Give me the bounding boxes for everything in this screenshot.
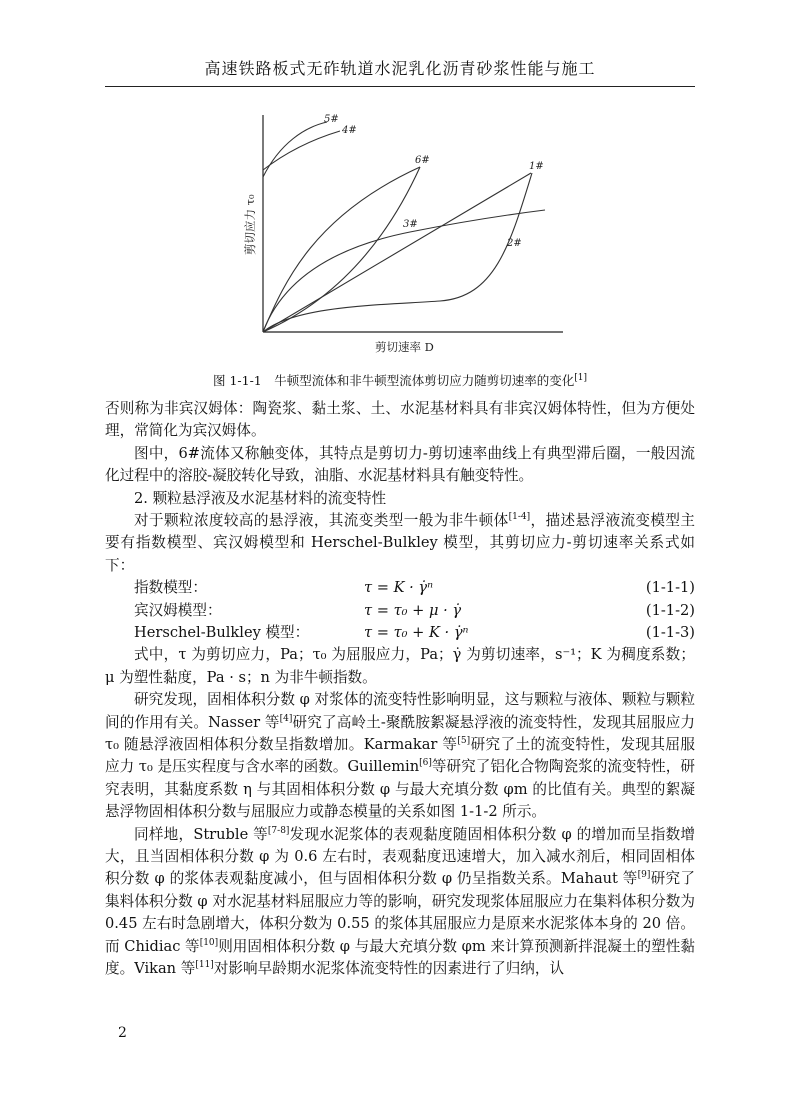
page-number: 2: [118, 1025, 127, 1041]
curve-label-5: 5#: [324, 114, 339, 125]
curve-label-3: 3#: [403, 219, 418, 230]
curve-label-1: 1#: [529, 161, 544, 172]
citation-ref: [10]: [199, 937, 219, 948]
citation-ref: [9]: [637, 870, 651, 881]
equation-formula: τ = τ₀ + μ · γ̇: [364, 601, 462, 619]
curve-label-4: 4#: [342, 125, 357, 136]
citation-ref: [11]: [195, 960, 214, 971]
y-axis-label: 剪切应力 τ₀: [243, 194, 257, 255]
curve-label-2: 2#: [507, 238, 522, 249]
equation-formula: τ = τ₀ + K · γ̇ⁿ: [364, 624, 469, 642]
equation-number: (1-1-3): [645, 624, 695, 642]
curve-6: [263, 167, 420, 332]
paragraph-text: 对影响早龄期水泥浆体流变特性的因素进行了归纳，认: [213, 960, 565, 978]
section-heading: 2. 颗粒悬浮液及水泥基材料的流变特性: [134, 489, 387, 507]
paragraph: [105, 510, 695, 577]
caption-ref: [1]: [574, 372, 588, 383]
caption-text: 图 1-1-1 牛顿型流体和非牛顿型流体剪切应力随剪切速率的变化: [212, 373, 575, 388]
equation-formula: τ = K · γ̇ⁿ: [364, 579, 434, 597]
citation-ref: [1-4]: [508, 512, 531, 523]
paragraph-text: 研究了集料体积分数 φ 对水泥基材料屈服应力等的影响，研究发现浆体屈服应力在集料体积分数为 0.45 左右时急剧增大，体积分数为 0.55 的浆体其屈服应力是原来水泥浆体本身的 20 倍。而 Chidiac 等: [105, 870, 695, 955]
paragraph-text: 研究了高岭土-聚酰胺絮凝悬浮液的流变特性，发现其屈服应力 τ₀ 随悬浮液固相体积分数呈指数增加。Karmakar 等: [105, 713, 696, 754]
equation-label: 宾汉姆模型：: [134, 601, 222, 619]
curve-4: [263, 131, 340, 170]
paragraph-text: 研究了土的流变特性，发现其屈服应力 τ₀ 是压实程度与含水率的函数。Guillemin: [105, 736, 695, 776]
paragraph-text: 则用固相体积分数 φ 与最大充填分数 φm 来计算预测新拌混凝土的塑性黏度。Vikan 等: [105, 937, 695, 978]
body-text: [105, 398, 695, 981]
citation-ref: [7-8]: [267, 825, 290, 836]
curve-label-6: 6#: [415, 155, 430, 166]
paragraph-text: 研究发现，固相体积分数 φ 对浆体的流变特性影响明显，这与颗粒与液体、颗粒与颗粒间的作用有关。Nasser 等: [105, 691, 695, 731]
paragraph-text: ，描述悬浮液流变模型主要有指数模型、宾汉姆模型和 Herschel-Bulkley 模型，其剪切应力-剪切速率关系式如下：: [105, 512, 695, 574]
equation-row: [105, 622, 695, 644]
paragraph: 式中，τ 为剪切应力，Pa；τ₀ 为屈服应力，Pa；γ̇ 为剪切速率，s⁻¹；K 为稠度系数；μ 为塑性黏度，Pa · s；n 为非牛顿指数。: [105, 646, 695, 686]
paragraph: 否则称为非宾汉姆体：陶瓷浆、黏土浆、土、水泥基材料具有非宾汉姆体特性，但为方便处理，常简化为宾汉姆体。: [105, 400, 695, 440]
paragraph-text: 对于颗粒浓度较高的悬浮液，其流变类型一般为非牛顿体: [134, 512, 509, 530]
paragraph: [105, 824, 695, 981]
equation-number: (1-1-1): [645, 579, 695, 597]
citation-ref: [4]: [279, 713, 293, 724]
paragraph: 图中，6#流体又称触变体，其特点是剪切力-剪切速率曲线上有典型滞后圈，一般因流化过程中的溶胶-凝胶转化导致，油脂、水泥基材料具有触变特性。: [105, 444, 695, 485]
paragraph-text: 等研究了铝化合物陶瓷浆的流变特性，研究表明，其黏度系数 η 与其固相体积分数 φ 与最大充填分数 φm 的比值有关。典型的絮凝悬浮物固相体积分数与屈服应力或静态模量的关系如图 1-1-2 所示。: [105, 758, 695, 821]
citation-ref: [6]: [419, 758, 432, 769]
figure-caption: [105, 371, 695, 389]
paragraph-text: 发现水泥浆体的表观黏度随固相体积分数 φ 的增加而呈指数增大，且当固相体积分数 φ 为 0.6 左右时，表观黏度迅速增大，加入减水剂后，相同固相体积分数 φ 的浆体表观黏度减小，但与固相体积分数 φ 仍呈指数关系。Mahaut 等: [105, 825, 696, 888]
curve-1: [263, 173, 531, 332]
equation-label: Herschel-Bulkley 模型：: [134, 624, 310, 642]
header-rule: [105, 86, 695, 87]
curve-6-return: [263, 167, 420, 332]
equation-row: [105, 577, 695, 599]
equation-row: [105, 600, 695, 622]
citation-ref: [5]: [457, 736, 471, 747]
equation-label: 指数模型：: [134, 579, 207, 597]
running-header: 高速铁路板式无砟轨道水泥乳化沥青砂浆性能与施工: [204, 59, 596, 78]
paragraph: [105, 689, 695, 823]
flow-curves-figure: [225, 105, 575, 355]
x-axis-label: 剪切速率 D: [375, 340, 434, 354]
equation-number: (1-1-2): [645, 601, 695, 619]
paragraph-text: 同样地，Struble 等: [134, 825, 268, 843]
